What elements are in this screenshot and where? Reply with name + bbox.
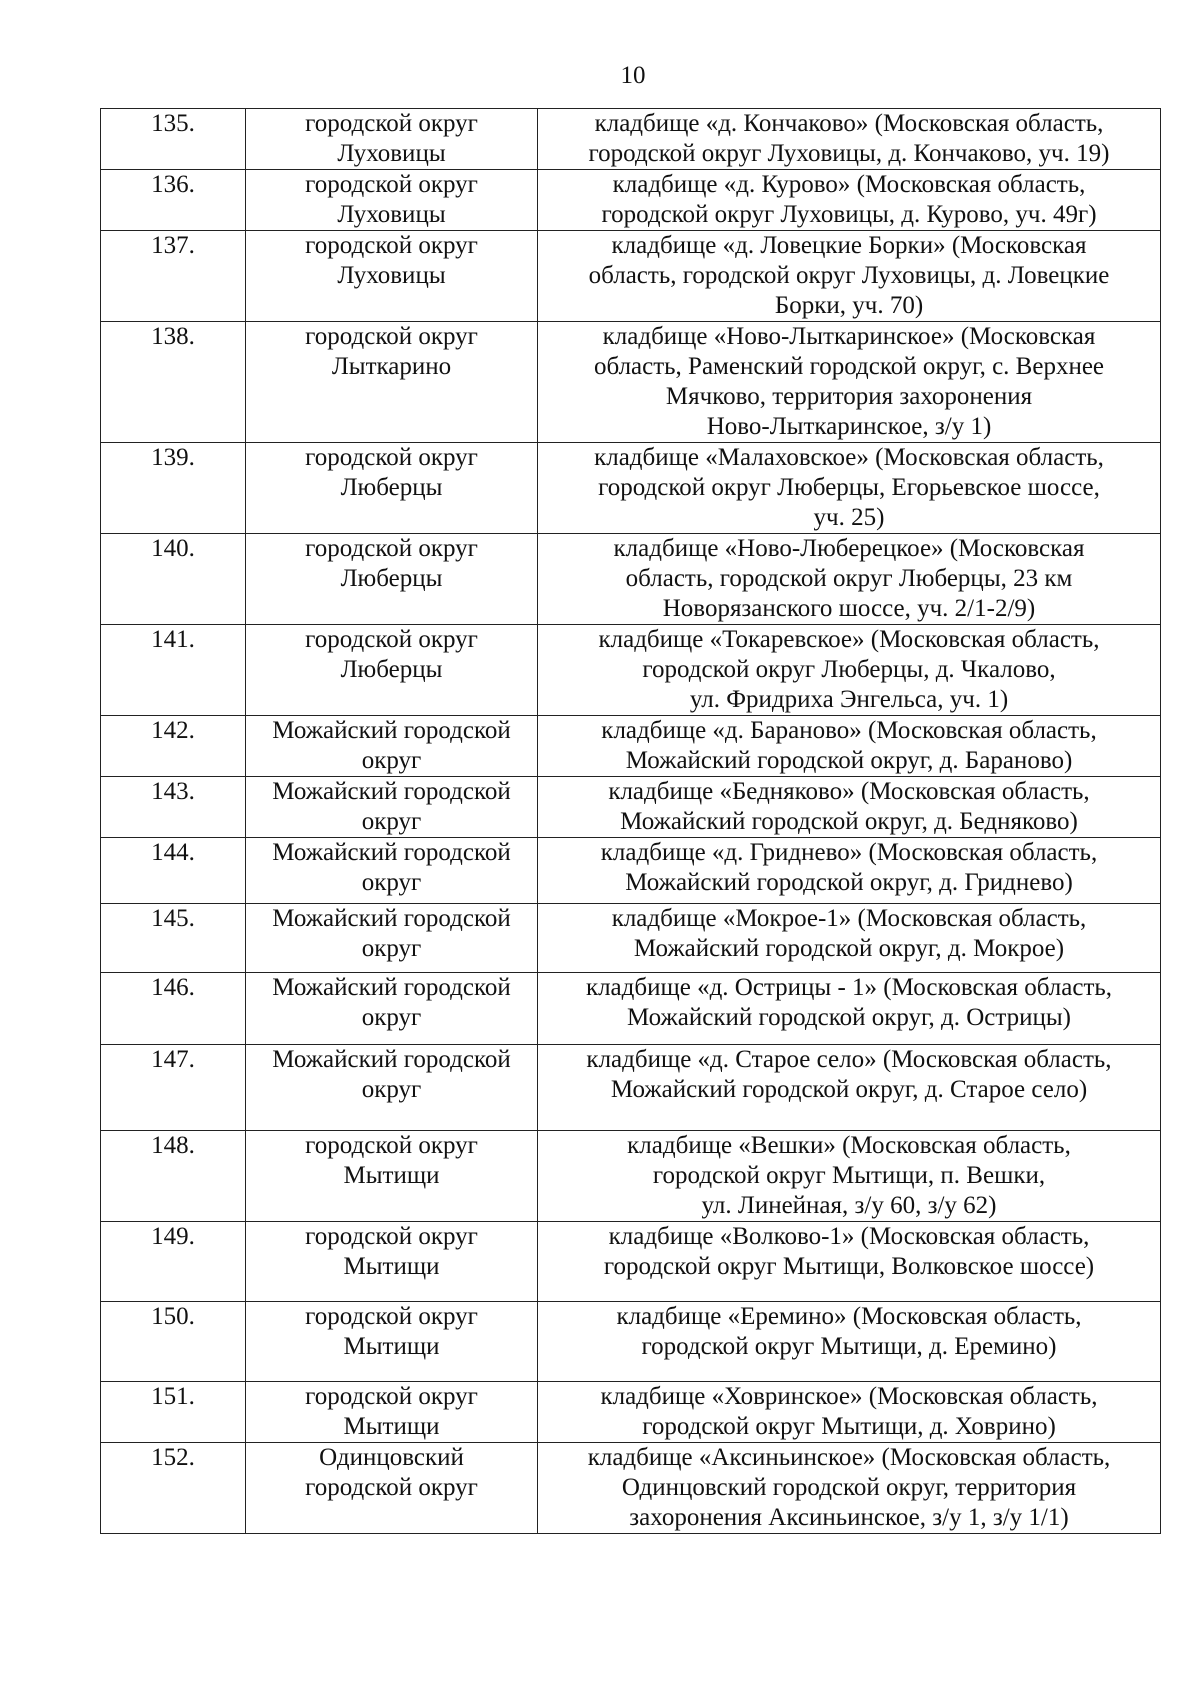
cemetery-cell [538,1131,1161,1222]
municipality-line: городской округ [305,535,478,562]
municipality-cell [246,1045,538,1131]
municipality-cell [246,1131,538,1222]
municipality-cell [246,1382,538,1443]
cemetery-line: уч. 25) [813,504,885,531]
row-number: 139. [101,443,246,534]
row-number: 136. [101,170,246,231]
table-row [101,231,1161,322]
municipality-cell [246,109,538,170]
municipality-line: городской округ [305,1223,478,1250]
row-number: 152. [101,1443,246,1534]
municipality-line: Люберцы [340,656,443,683]
cemetery-cell [538,838,1161,904]
cemetery-cell [538,1222,1161,1302]
cemetery-cell [538,716,1161,777]
municipality-cell [246,170,538,231]
municipality-line: Луховицы [337,262,446,289]
cemetery-line: кладбище «д. Бараново» (Московская область, [601,717,1097,744]
table-row [101,716,1161,777]
row-number: 141. [101,625,246,716]
municipality-line: округ [361,808,422,835]
municipality-line: Можайский городской [272,974,511,1001]
table-row [101,1045,1161,1131]
cemetery-line: кладбище «д. Острицы - 1» (Московская область, [585,974,1113,1001]
cemetery-line: кладбище «д. Старое село» (Московская область, [586,1046,1112,1073]
cemetery-line: городской округ Люберцы, Егорьевское шоссе, [598,474,1100,501]
municipality-line: Можайский городской [272,1046,511,1073]
municipality-line: Луховицы [337,201,446,228]
cemetery-cell [538,109,1161,170]
cemetery-line: Можайский городской округ, д. Бараново) [625,747,1073,774]
cemetery-line: городской округ Луховицы, д. Кончаково, уч. 19) [588,140,1110,167]
municipality-cell [246,716,538,777]
municipality-cell [246,1443,538,1534]
cemetery-registry-table [100,108,1161,1534]
row-number: 142. [101,716,246,777]
page-number: 10 [620,62,646,89]
municipality-cell [246,777,538,838]
row-number: 149. [101,1222,246,1302]
row-number: 143. [101,777,246,838]
cemetery-cell [538,1045,1161,1131]
table-row [101,625,1161,716]
cemetery-cell [538,1302,1161,1382]
municipality-line: округ [361,747,422,774]
cemetery-cell [538,625,1161,716]
cemetery-line: городской округ Мытищи, д. Ховрино) [642,1413,1056,1440]
row-number: 148. [101,1131,246,1222]
row-number: 146. [101,973,246,1045]
cemetery-cell [538,231,1161,322]
municipality-cell [246,625,538,716]
municipality-line: Одинцовский [319,1444,464,1471]
table-row [101,1131,1161,1222]
cemetery-cell [538,973,1161,1045]
municipality-line: Можайский городской [272,778,511,805]
cemetery-line: кладбище «Еремино» (Московская область, [616,1303,1082,1330]
cemetery-line: Мячково, территория захоронения [665,383,1033,410]
municipality-cell [246,231,538,322]
row-number: 137. [101,231,246,322]
registry-table-body [101,109,1161,1534]
municipality-line: округ [361,935,422,962]
cemetery-line: кладбище «Малаховское» (Московская область, [594,444,1104,471]
cemetery-line: городской округ Мытищи, п. Вешки, [652,1162,1046,1189]
municipality-line: Мытищи [343,1253,440,1280]
table-row [101,322,1161,443]
cemetery-line: кладбище «Волково-1» (Московская область, [608,1223,1090,1250]
cemetery-cell [538,443,1161,534]
cemetery-cell [538,1382,1161,1443]
cemetery-line: кладбище «Вешки» (Московская область, [627,1132,1071,1159]
cemetery-line: Можайский городской округ, д. Бедняково) [620,808,1078,835]
municipality-line: Можайский городской [272,839,511,866]
cemetery-line: Можайский городской округ, д. Мокрое) [633,935,1065,962]
cemetery-line: Одинцовский городской округ, территория [621,1474,1077,1501]
cemetery-line: городской округ Мытищи, д. Еремино) [641,1333,1057,1360]
municipality-line: округ [361,1076,422,1103]
cemetery-line: Можайский городской округ, д. Острицы) [627,1004,1071,1031]
cemetery-line: Можайский городской округ, д. Гриднево) [625,869,1073,896]
row-number: 140. [101,534,246,625]
municipality-line: Мытищи [343,1333,440,1360]
table-row [101,777,1161,838]
municipality-line: городской округ [305,323,478,350]
cemetery-line: кладбище «д. Ловецкие Борки» (Московская [611,232,1087,259]
row-number: 151. [101,1382,246,1443]
table-row [101,109,1161,170]
municipality-line: городской округ [305,171,478,198]
cemetery-cell [538,170,1161,231]
cemetery-line: ул. Линейная, з/у 60, з/у 62) [701,1192,997,1219]
municipality-line: округ [361,1004,422,1031]
cemetery-line: кладбище «Мокрое-1» (Московская область, [611,905,1087,932]
table-row [101,443,1161,534]
cemetery-cell [538,904,1161,973]
row-number: 138. [101,322,246,443]
cemetery-line: кладбище «Бедняково» (Московская область, [608,778,1090,805]
cemetery-line: кладбище «Токаревское» (Московская область, [598,626,1100,653]
cemetery-cell [538,777,1161,838]
municipality-line: городской округ [305,1132,478,1159]
municipality-line: Люберцы [340,474,443,501]
cemetery-line: кладбище «Ново-Люберецкое» (Московская [613,535,1085,562]
table-row [101,1302,1161,1382]
municipality-cell [246,973,538,1045]
municipality-line: городской округ [305,232,478,259]
cemetery-line: кладбище «Ховринское» (Московская область, [600,1383,1098,1410]
municipality-line: Мытищи [343,1162,440,1189]
municipality-cell [246,1302,538,1382]
cemetery-line: городской округ Мытищи, Волковское шоссе) [603,1253,1095,1280]
cemetery-line: кладбище «Аксиньинское» (Московская область, [587,1444,1111,1471]
municipality-cell [246,838,538,904]
row-number: 144. [101,838,246,904]
cemetery-line: Борки, уч. 70) [774,292,924,319]
municipality-line: округ [361,869,422,896]
municipality-line: городской округ [305,1383,478,1410]
cemetery-line: городской округ Луховицы, д. Курово, уч. 49г) [601,201,1097,228]
cemetery-line: кладбище «д. Кончаково» (Московская область, [594,110,1104,137]
cemetery-cell [538,534,1161,625]
cemetery-line: область, Раменский городской округ, с. Верхнее [593,353,1105,380]
municipality-line: городской округ [305,1303,478,1330]
table-row [101,1222,1161,1302]
cemetery-cell [538,1443,1161,1534]
cemetery-line: ул. Фридриха Энгельса, уч. 1) [689,686,1009,713]
municipality-line: Лыткарино [331,353,452,380]
municipality-line: Луховицы [337,140,446,167]
municipality-line: Люберцы [340,565,443,592]
municipality-cell [246,443,538,534]
cemetery-line: захоронения Аксиньинское, з/у 1, з/у 1/1) [629,1504,1069,1531]
municipality-line: Мытищи [343,1413,440,1440]
cemetery-cell [538,322,1161,443]
table-row [101,534,1161,625]
row-number: 145. [101,904,246,973]
table-row [101,973,1161,1045]
table-row [101,838,1161,904]
cemetery-line: кладбище «Ново-Лыткаринское» (Московская [602,323,1096,350]
municipality-cell [246,534,538,625]
municipality-line: городской округ [305,1474,478,1501]
municipality-cell [246,1222,538,1302]
row-number: 150. [101,1302,246,1382]
cemetery-line: Ново-Лыткаринское, з/у 1) [706,413,992,440]
table-row [101,1382,1161,1443]
municipality-cell [246,322,538,443]
table-row [101,904,1161,973]
municipality-line: Можайский городской [272,905,511,932]
cemetery-line: Новорязанского шоссе, уч. 2/1-2/9) [662,595,1036,622]
cemetery-line: городской округ Люберцы, д. Чкалово, [642,656,1056,683]
row-number: 147. [101,1045,246,1131]
municipality-line: Можайский городской [272,717,511,744]
municipality-line: городской округ [305,626,478,653]
table-row [101,1443,1161,1534]
municipality-line: городской округ [305,110,478,137]
row-number: 135. [101,109,246,170]
table-row [101,170,1161,231]
cemetery-line: область, городской округ Люберцы, 23 км [625,565,1073,592]
cemetery-line: кладбище «д. Гриднево» (Московская область, [600,839,1098,866]
cemetery-line: область, городской округ Луховицы, д. Ловецкие [588,262,1110,289]
municipality-cell [246,904,538,973]
cemetery-line: Можайский городской округ, д. Старое село) [610,1076,1088,1103]
cemetery-line: кладбище «д. Курово» (Московская область, [612,171,1086,198]
municipality-line: городской округ [305,444,478,471]
